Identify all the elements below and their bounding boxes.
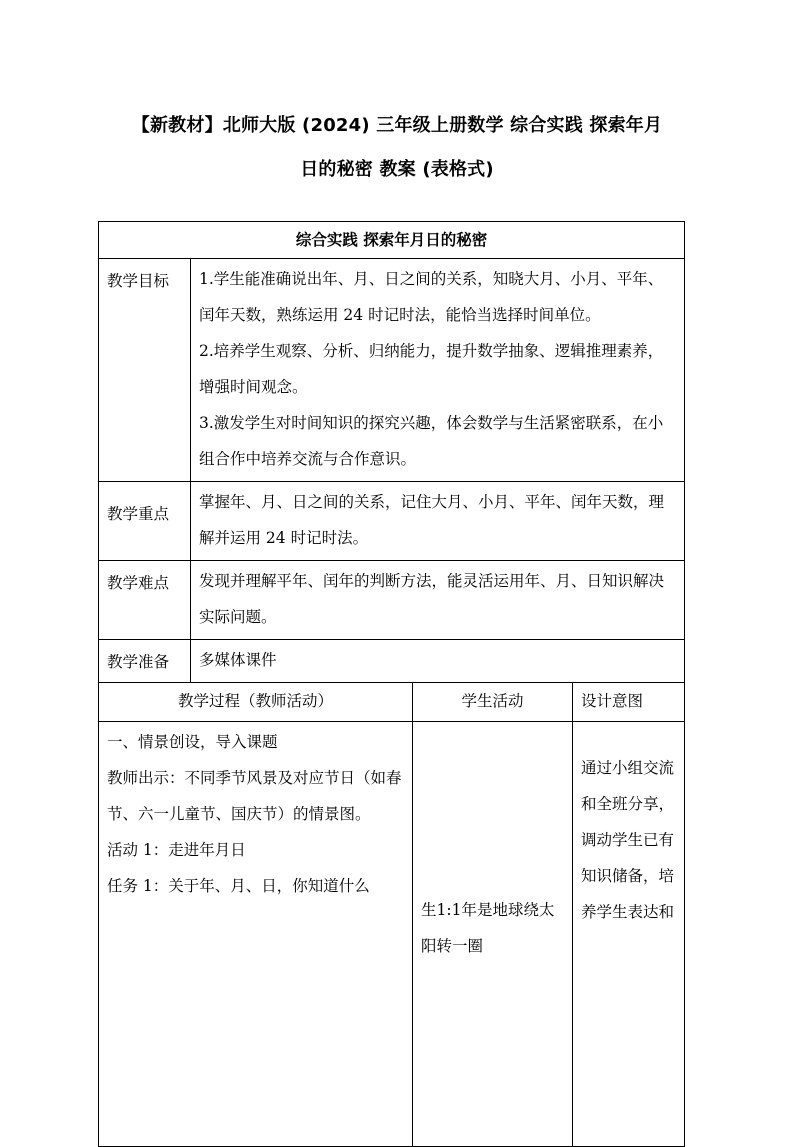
student-column-header: 学生活动: [413, 683, 573, 722]
goal-label: 教学目标: [99, 259, 191, 482]
prep-label: 教学准备: [99, 640, 191, 683]
process-line: 活动 1：走进年月日: [107, 841, 246, 859]
process-line: 一、情景创设，导入课题: [107, 733, 278, 751]
title-line-2: 日的秘密 教案 (表格式): [300, 159, 494, 180]
document-title: [90, 104, 704, 192]
table-heading: 综合实践 探索年月日的秘密: [99, 222, 685, 259]
goal-item: 1.学生能准确说出年、月、日之间的关系，知晓大月、小月、平年、闰年天数，熟练运用 24 时记时法，能恰当选择时间单位。: [199, 270, 664, 324]
key-content: 掌握年、月、日之间的关系，记住大月、小月、平年、闰年天数，理解并运用 24 时记时法。: [191, 482, 685, 561]
process-line: 教师出示：不同季节风景及对应节日（如春节、六一儿童节、国庆节）的情景图。: [107, 769, 402, 823]
process-column-header: 教学过程（教师活动）: [99, 683, 413, 722]
prep-row: [99, 640, 685, 683]
student-activity: 生1:1年是地球绕太阳转一圈: [413, 722, 573, 1147]
goal-row: [99, 259, 685, 482]
prep-content: 多媒体课件: [191, 640, 685, 683]
difficult-content: 发现并理解平年、闰年的判断方法，能灵活运用年、月、日知识解决实际问题。: [191, 561, 685, 640]
intent-column-header: 设计意图: [573, 683, 685, 722]
process-line: 任务 1：关于年、月、日，你知道什么: [107, 877, 370, 895]
key-row: [99, 482, 685, 561]
process-header-row: [99, 683, 685, 722]
title-line-1: 【新教材】北师大版 (2024) 三年级上册数学 综合实践 探索年月: [131, 115, 663, 136]
process-body-row: [99, 722, 685, 1147]
goal-content: [191, 259, 685, 482]
key-label: 教学重点: [99, 482, 191, 561]
goal-item: 2.培养学生观察、分析、归纳能力，提升数学抽象、逻辑推理素养，增强时间观念。: [199, 342, 664, 396]
lesson-plan-table: [98, 221, 685, 1147]
design-intent: 通过小组交流和全班分享，调动学生已有知识储备，培养学生表达和: [573, 722, 685, 1147]
goal-item: 3.激发学生对时间知识的探究兴趣，体会数学与生活紧密联系，在小组合作中培养交流与合作意识。: [199, 414, 664, 468]
difficult-label: 教学难点: [99, 561, 191, 640]
difficult-row: [99, 561, 685, 640]
table-heading-row: [99, 222, 685, 259]
process-content: [99, 722, 413, 1147]
